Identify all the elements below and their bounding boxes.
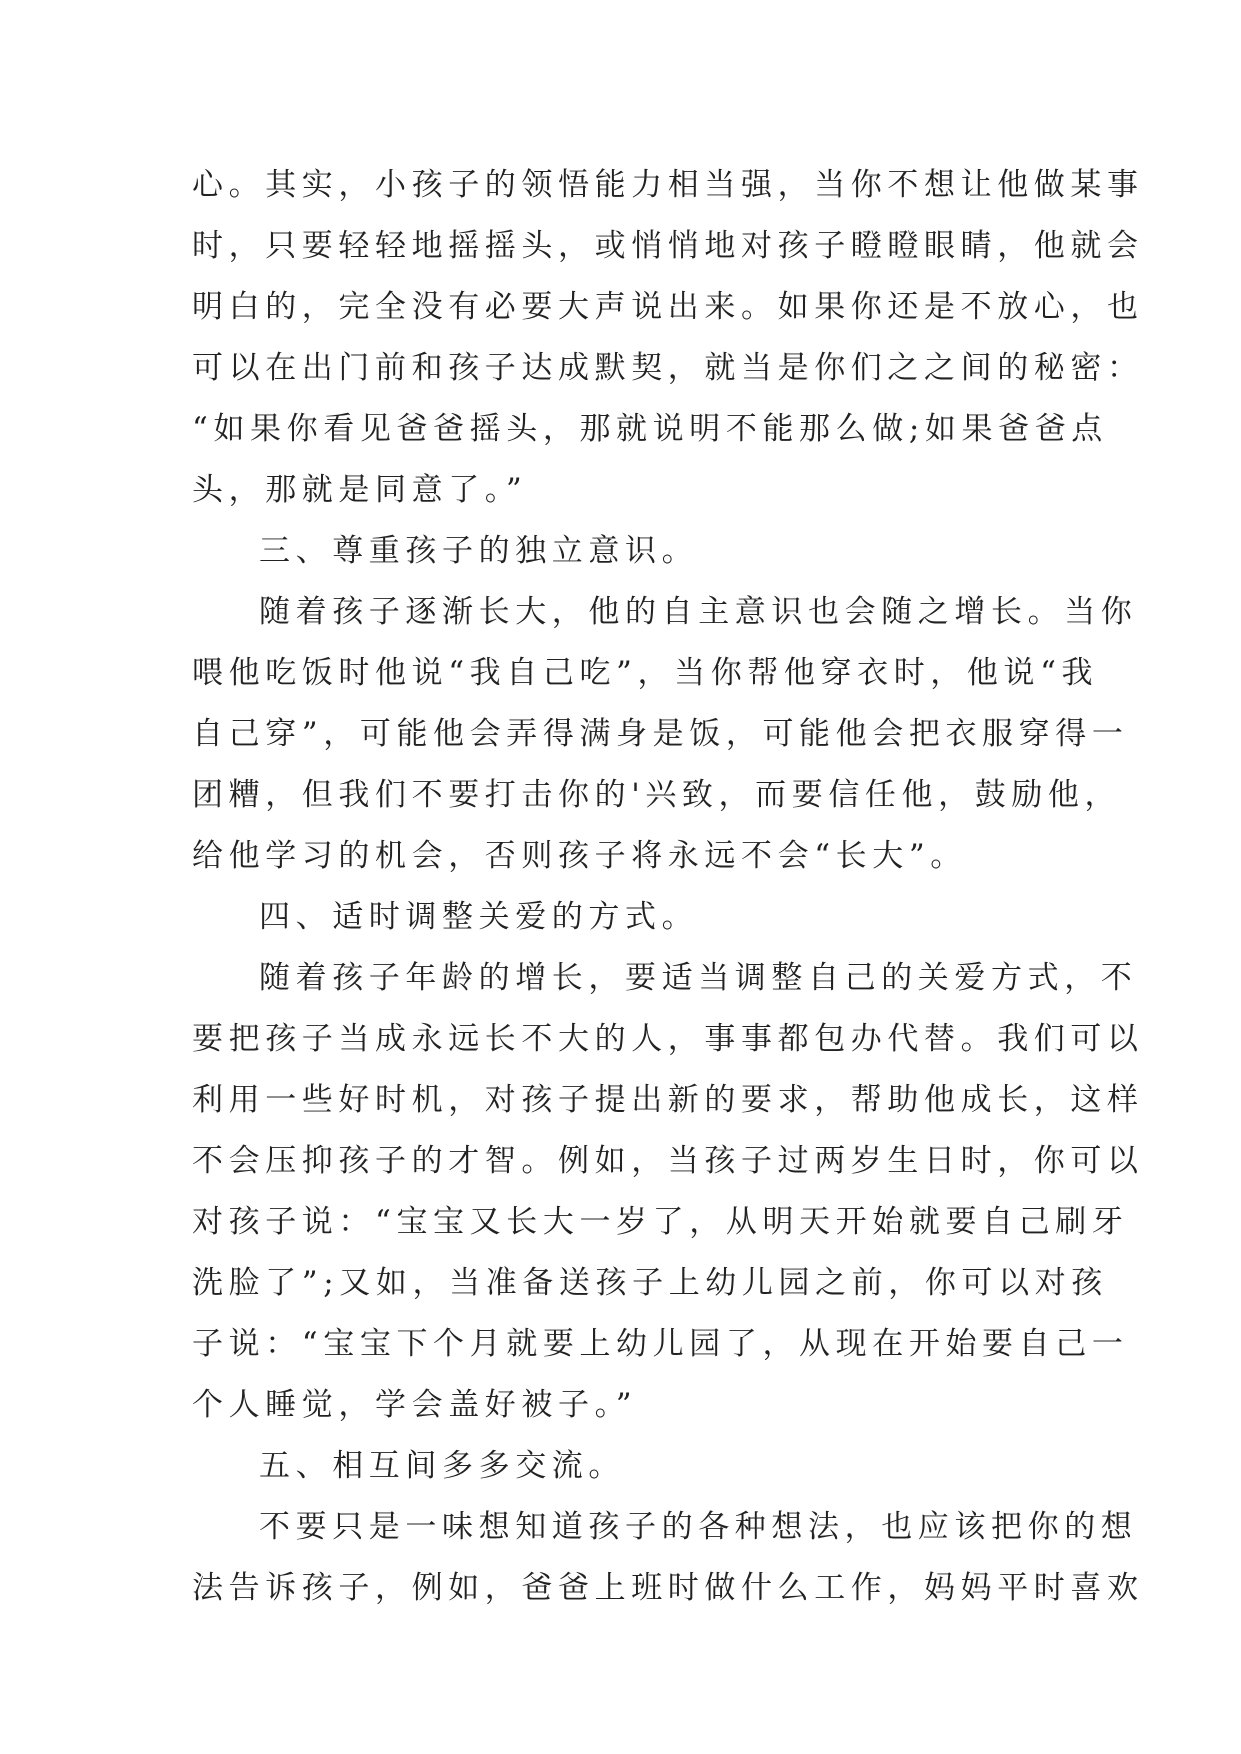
paragraph-first-line: 不要只是一味想知道孩子的各种想法，也应该把你的想 bbox=[259, 1509, 1138, 1545]
paragraph-first-line: 四、适时调整关爱的方式。 bbox=[259, 899, 699, 935]
text-line: 给他学习的机会，否则孩子将永远不会“长大”。 bbox=[192, 838, 967, 874]
text-line: 对孩子说：“宝宝又长大一岁了，从明天开始就要自己刷牙 bbox=[192, 1204, 1129, 1240]
text-line: 喂他吃饭时他说“我自己吃”，当你帮他穿衣时，他说“我 bbox=[192, 655, 1099, 691]
text-line: 可以在出门前和孩子达成默契，就当是你们之之间的秘密： bbox=[192, 350, 1144, 386]
text-line: 头，那就是同意了。” bbox=[192, 472, 528, 508]
text-line: 要把孩子当成永远长不大的人，事事都包办代替。我们可以 bbox=[192, 1021, 1144, 1057]
text-line: 子说：“宝宝下个月就要上幼儿园了，从现在开始要自己一 bbox=[192, 1326, 1129, 1362]
text-line: 自己穿”，可能他会弄得满身是饭，可能他会把衣服穿得一 bbox=[192, 716, 1129, 752]
text-line: 团糟，但我们不要打击你的'兴致，而要信任他，鼓励他， bbox=[192, 777, 1122, 813]
text-line: 洗脸了”;又如，当准备送孩子上幼儿园之前，你可以对孩 bbox=[192, 1265, 1108, 1301]
body-text bbox=[192, 155, 1144, 1619]
text-line: “如果你看见爸爸摇头，那就说明不能那么做;如果爸爸点 bbox=[192, 411, 1108, 447]
paragraph-first-line: 随着孩子逐渐长大，他的自主意识也会随之增长。当你 bbox=[259, 594, 1138, 630]
text-line: 明白的，完全没有必要大声说出来。如果你还是不放心，也 bbox=[192, 289, 1144, 325]
text-line: 时，只要轻轻地摇摇头，或悄悄地对孩子瞪瞪眼睛，他就会 bbox=[192, 228, 1144, 264]
text-line: 心。其实，小孩子的领悟能力相当强，当你不想让他做某事 bbox=[192, 167, 1144, 203]
text-line: 不会压抑孩子的才智。例如，当孩子过两岁生日时，你可以 bbox=[192, 1143, 1144, 1179]
text-line: 个人睡觉，学会盖好被子。” bbox=[192, 1387, 638, 1423]
paragraph-first-line: 随着孩子年龄的增长，要适当调整自己的关爱方式，不 bbox=[259, 960, 1138, 996]
paragraph-first-line: 五、相互间多多交流。 bbox=[259, 1448, 625, 1484]
text-line: 利用一些好时机，对孩子提出新的要求，帮助他成长，这样 bbox=[192, 1082, 1144, 1118]
text-line: 法告诉孩子，例如，爸爸上班时做什么工作，妈妈平时喜欢 bbox=[192, 1570, 1144, 1606]
paragraph-first-line: 三、尊重孩子的独立意识。 bbox=[259, 533, 699, 569]
